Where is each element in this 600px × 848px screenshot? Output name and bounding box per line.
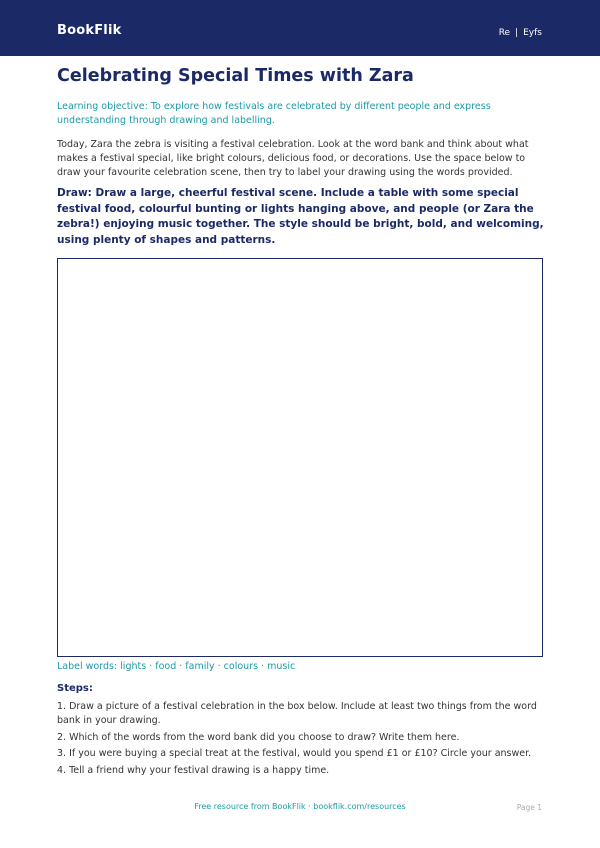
steps-list [57, 700, 547, 780]
step-item: 1. Draw a picture of a festival celebration in the box below. Include at least two things from the word bank in your drawing. [57, 701, 537, 726]
step-item: 3. If you were buying a special treat at the festival, would you spend £1 or £10? Circle your answer. [57, 748, 532, 759]
intro-paragraph: Today, Zara the zebra is visiting a festival celebration. Look at the word bank and think about what makes a festival special, like bright colours, delicious food, or decorations. Use the space below to draw your favourite celebration scene, then try to label your drawing using the words provided. [57, 139, 529, 178]
meta-separator: | [515, 28, 519, 38]
learning-objective: Learning objective: To explore how festivals are celebrated by different people and express understanding through drawing and labelling. [57, 101, 491, 126]
page-number: Page 1 [516, 803, 542, 812]
steps-heading: Steps: [57, 683, 93, 694]
footer-credit[interactable]: Free resource from BookFlik · bookflik.com/resources [194, 802, 406, 811]
draw-instructions: Draw: Draw a large, cheerful festival scene. Include a table with some special festival food, colourful bunting or lights hanging above, and people (or Zara the zebra!) enjoying music together. The style should be bright, bold, and welcoming, using plenty of shapes and patterns. [57, 187, 544, 246]
subject-label: Re [498, 28, 511, 38]
page-title: Celebrating Special Times with Zara [57, 66, 414, 86]
label-words: Label words: lights · food · family · colours · music [57, 661, 296, 672]
drawing-area-box[interactable] [57, 258, 543, 657]
level-label: Eyfs [523, 28, 542, 38]
header-meta [499, 28, 542, 38]
step-item: 2. Which of the words from the word bank did you choose to draw? Write them here. [57, 731, 460, 743]
brand-logo-text[interactable]: BookFlik [57, 23, 122, 38]
header-bar [0, 0, 600, 56]
step-item: 4. Tell a friend why your festival drawing is a happy time. [57, 764, 330, 776]
